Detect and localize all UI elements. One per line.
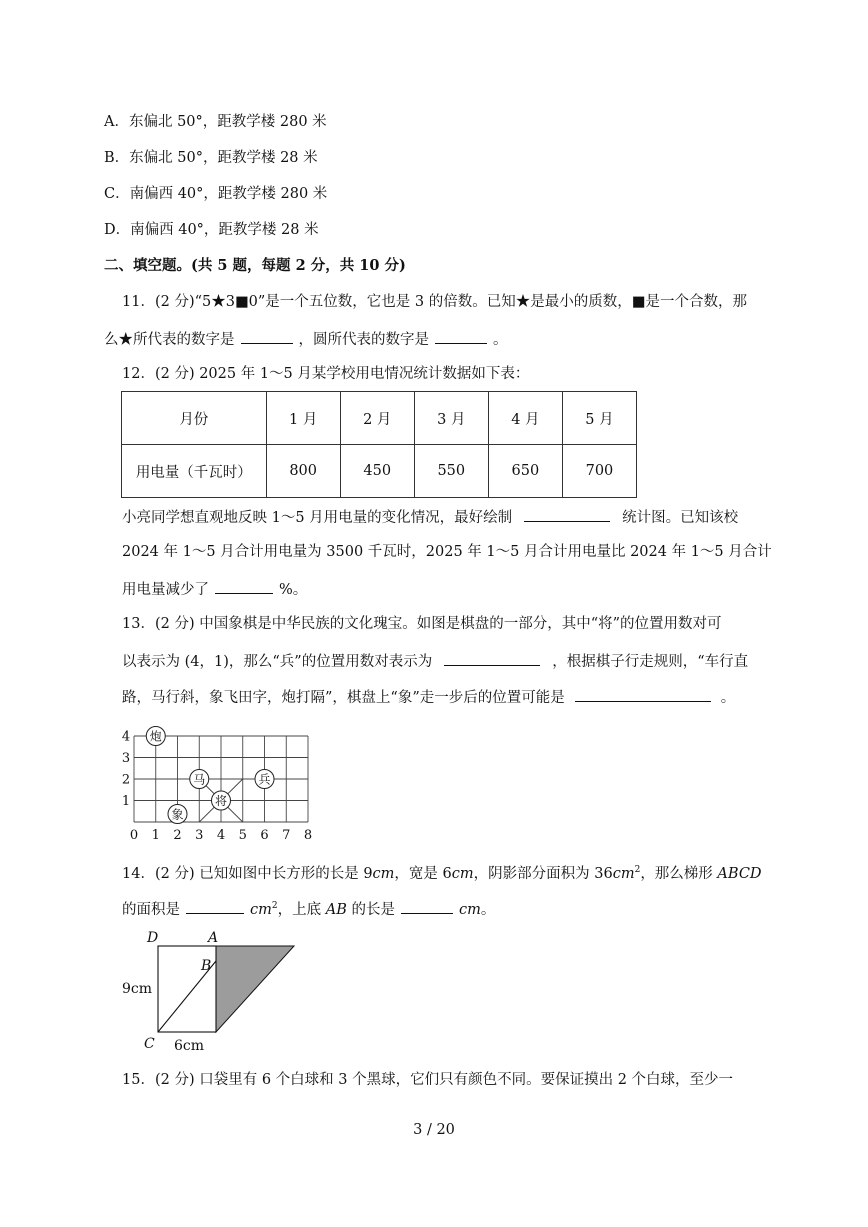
q13-line3 [122,686,735,708]
option-b: B．东偏北 50°，距教学楼 28 米 [104,150,318,166]
label-d: D [147,930,159,946]
piece-xiang [168,805,187,824]
option-c: C．南偏西 40°，距教学楼 280 米 [104,186,328,202]
q14-text-a: 14．(2 分) 已知如图中长方形的长是 9 [122,865,373,882]
q14-text-f: ，上底 [277,901,326,918]
q13-line2 [122,650,748,672]
table-row-usage [122,445,637,498]
chess-board-figure [112,722,322,842]
q11-text-a: 么★所代表的数字是 [104,332,235,348]
q12-text-b: 统计图。已知该校 [622,510,739,526]
table-cell: 月份 [122,392,267,445]
q14-text-h: 。 [480,901,496,918]
q13-line1: 13．(2 分) 中国象棋是中华民族的文化瑰宝。如图是棋盘的一部分，其中“将”的位置用数对可 [122,616,722,632]
q11-line1: 11．(2 分)“5★3■0”是一个五位数，它也是 3 的倍数。已知★是最小的质数，■是一个合数，那 [122,294,747,310]
piece-ma-label: 马 [193,772,206,787]
q14-line2 [122,896,495,920]
label-height-9cm: 9cm [122,981,153,997]
piece-jiang [212,791,231,810]
figure-labels [122,930,218,1054]
q11-text-c: 。 [493,332,508,348]
piece-bing [255,770,274,789]
y-tick-label: 2 [121,772,131,788]
q14-line1 [122,860,762,884]
piece-bing-label: 兵 [258,772,271,787]
board-y-axis [122,730,130,810]
q13-blank-xiang-position[interactable] [575,686,711,702]
x-tick-label: 2 [173,828,182,842]
piece-pao-label: 炮 [149,729,162,744]
unit-exponent: 2 [271,901,278,911]
x-tick-label: 4 [216,828,226,842]
trapezoid-name: ABCD [717,865,762,882]
table-cell: 2 月 [340,392,414,445]
unit-cm: cm [458,901,481,918]
q13-text-a: 以表示为 (4，1)，那么“兵”的位置用数对表示为 [122,654,433,670]
q14-text-c: ，阴影部分面积为 36 [473,865,613,882]
unit-exponent: 2 [634,865,641,875]
q11-text-b: ，圆所代表的数字是 [298,332,429,348]
shaded-region [216,946,294,1032]
q13-text-b: ，根据棋子行走规则，“车行直 [552,654,749,670]
x-tick-label: 3 [195,828,204,842]
unit-cm: cm [451,865,474,882]
rectangle-trapezoid-figure [116,926,306,1058]
table-cell: 800 [266,445,340,498]
label-width-6cm: 6cm [174,1038,205,1054]
y-tick-label: 3 [121,751,131,766]
q14-text-d: ，那么梯形 [640,865,718,882]
piece-ma [190,770,209,789]
table-cell: 1 月 [266,392,340,445]
table-cell: 4 月 [488,392,562,445]
table-cell: 700 [562,445,636,498]
q11-line2 [104,328,508,350]
table-cell: 650 [488,445,562,498]
table-cell: 550 [414,445,488,498]
table-cell: 450 [340,445,414,498]
label-a: A [208,930,219,946]
q15-line1: 15．(2 分) 口袋里有 6 个白球和 3 个黑球，它们只有颜色不同。要保证摸出 2 个白球，至少一 [122,1072,734,1088]
q14-blank-area[interactable] [186,898,244,914]
piece-xiang-label: 象 [171,807,184,822]
q12-line3 [122,578,307,600]
option-a: A．东偏北 50°，距教学楼 280 米 [104,114,327,130]
x-tick-label: 0 [129,828,139,842]
q12-text-d: %。 [279,582,308,598]
q12-line1 [122,506,738,528]
y-tick-label: 4 [121,729,131,745]
table-cell: 用电量（千瓦时） [122,445,267,498]
q11-blank-1[interactable] [241,328,293,344]
piece-jiang-label: 将 [214,794,228,808]
label-c: C [144,1036,155,1052]
table-cell: 5 月 [562,392,636,445]
section-title: 二、填空题。(共 5 题，每题 2 分，共 10 分) [104,257,406,274]
table-row-header [122,392,637,445]
q12-text-c: 用电量减少了 [122,582,209,598]
q12-blank-percent[interactable] [215,578,273,594]
x-tick-label: 1 [151,828,160,842]
x-tick-label: 6 [260,828,269,842]
q12-line2: 2024 年 1～5 月合计用电量为 3500 千瓦时，2025 年 1～5 月合计用电量比 2024 年 1～5 月合计 [122,544,772,560]
q11-blank-2[interactable] [435,328,487,344]
q14-text-g: 的长是 [346,901,395,918]
q13-blank-bing-position[interactable] [444,650,540,666]
q14-text-b: ，宽是 6 [394,865,452,882]
unit-cm: cm [612,865,635,882]
x-tick-label: 8 [303,828,313,842]
electricity-usage-table [121,391,637,498]
x-tick-label: 7 [282,828,291,842]
unit-cm: cm [250,901,272,918]
x-tick-label: 5 [238,828,247,842]
unit-cm: cm [372,865,395,882]
board-x-axis [130,828,312,842]
q12-text-a: 小亮同学想直观地反映 1～5 月用电量的变化情况，最好绘制 [122,510,513,526]
option-d: D．南偏西 40°，距教学楼 28 米 [104,222,319,238]
label-b: B [201,958,212,974]
q13-text-c: 路，马行斜，象飞田字，炮打隔”，棋盘上“象”走一步后的位置可能是 [122,690,565,706]
q12-intro: 12．(2 分) 2025 年 1～5 月某学校用电情况统计数据如下表： [122,366,530,382]
segment-ab: AB [325,901,347,918]
q12-blank-chart-type[interactable] [524,506,610,522]
q13-text-d: 。 [720,690,736,706]
y-tick-label: 1 [121,794,131,809]
q14-text-e: 的面积是 [122,901,180,918]
q14-blank-ab-length[interactable] [401,898,453,914]
piece-pao [146,727,165,746]
table-cell: 3 月 [414,392,488,445]
page-number: 3 / 20 [413,1122,455,1138]
